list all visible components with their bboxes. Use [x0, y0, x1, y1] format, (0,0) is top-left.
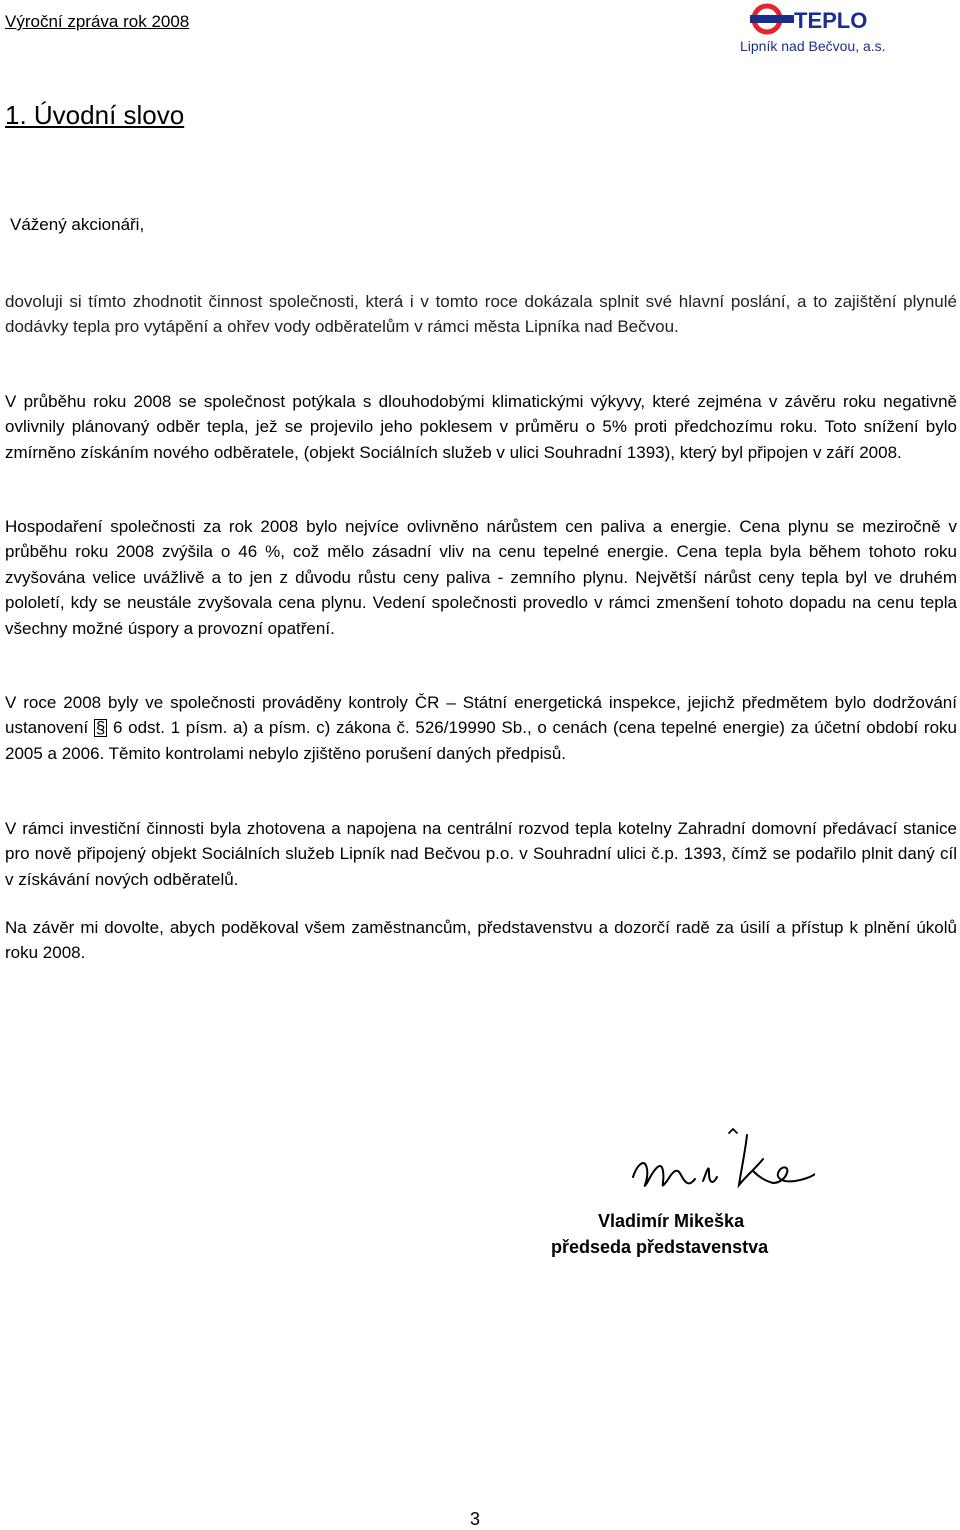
logo-text: TEPLO [794, 8, 868, 33]
company-name-header: Lipník nad Bečvou, a.s. [740, 38, 886, 54]
section-title: 1. Úvodní slovo [5, 100, 185, 130]
paragraph-investment: V rámci investiční činnosti byla zhotovena a napojena na centrální rozvod tepla kotelny Zahradní domovní předávací stanice pro nově připojený objekt Sociálních služeb Lipník nad Bečvou p.o. v Souhradní ulici č.p. 1393, čímž se podařilo plnit daný cíl v získávání nových odběratelů. [5, 819, 957, 889]
teplo-logo [750, 2, 875, 36]
paragraph-inspection [5, 690, 957, 766]
paragraph-economy: Hospodaření společnosti za rok 2008 bylo nejvíce ovlivněno nárůstem cen paliva a energie. Cena plynu se meziročně v průběhu roku 2008 zvýšila o 46 %, což mělo zásadní vliv na cenu tepelné energie. Cena tepla byla během tohoto roku zvyšována velice uvážlivě a to jen z důvodu růstu ceny paliva - zemního plynu. Největší nárůst ceny tepla byl ve druhém pololetí, kdy se neustále zvyšovala cena plynu. Vedení společnosti provedlo v rámci zmenšení tohoto dopadu na cenu tepla všechny možné úspory a provozní opatření. [5, 517, 957, 638]
signatory-name: Vladimír Mikeška [598, 1211, 745, 1231]
paragraph-heat-demand: V průběhu roku 2008 se společnost potýkala s dlouhodobými klimatickými výkyvy, které zejména v závěru roku negativně ovlivnily plánovaný odběr tepla, jež se projevilo jeho poklesem v průměru o 5% proti předchozímu roku. Toto snížení bylo zmírněno získáním nového odběratele, (objekt Sociálních služeb v ulici Souhradní 1393), který byl připojen v září 2008. [5, 392, 957, 462]
paragraph-inspection-part2: 6 odst. 1 písm. a) a písm. c) zákona č. 526/19990 Sb., o cenách (cena tepelné energie) za účetní období roku 2005 a 2006. Těmito kontrolami nebylo zjištěno porušení daných předpisů. [5, 718, 957, 763]
section-sign: § [95, 718, 106, 738]
paragraph-thanks: Na závěr mi dovolte, abych poděkoval všem zaměstnancům, představenstvu a dozorčí radě za úsilí a přístup k plnění úkolů roku 2008. [5, 918, 957, 963]
paragraph-inspection-part1: V roce 2008 byly ve společnosti prováděny kontroly ČR – Státní energetická inspekce, jejichž předmětem bylo dodržování ustanovení [5, 693, 957, 738]
paragraph-intro: dovoluji si tímto zhodnotit činnost společnosti, která i v tomto roce dokázala splnit své hlavní poslání, a to zajištění plynulé dodávky tepla pro vytápění a ohřev vody odběratelům v rámci města Lipníka nad Bečvou. [5, 292, 957, 337]
report-title-header: Výroční zpráva rok 2008 [5, 12, 190, 31]
greeting: Vážený akcionáři, [10, 215, 145, 234]
signatory-role: předseda představenstva [551, 1237, 769, 1257]
page-number: 3 [470, 1509, 481, 1529]
